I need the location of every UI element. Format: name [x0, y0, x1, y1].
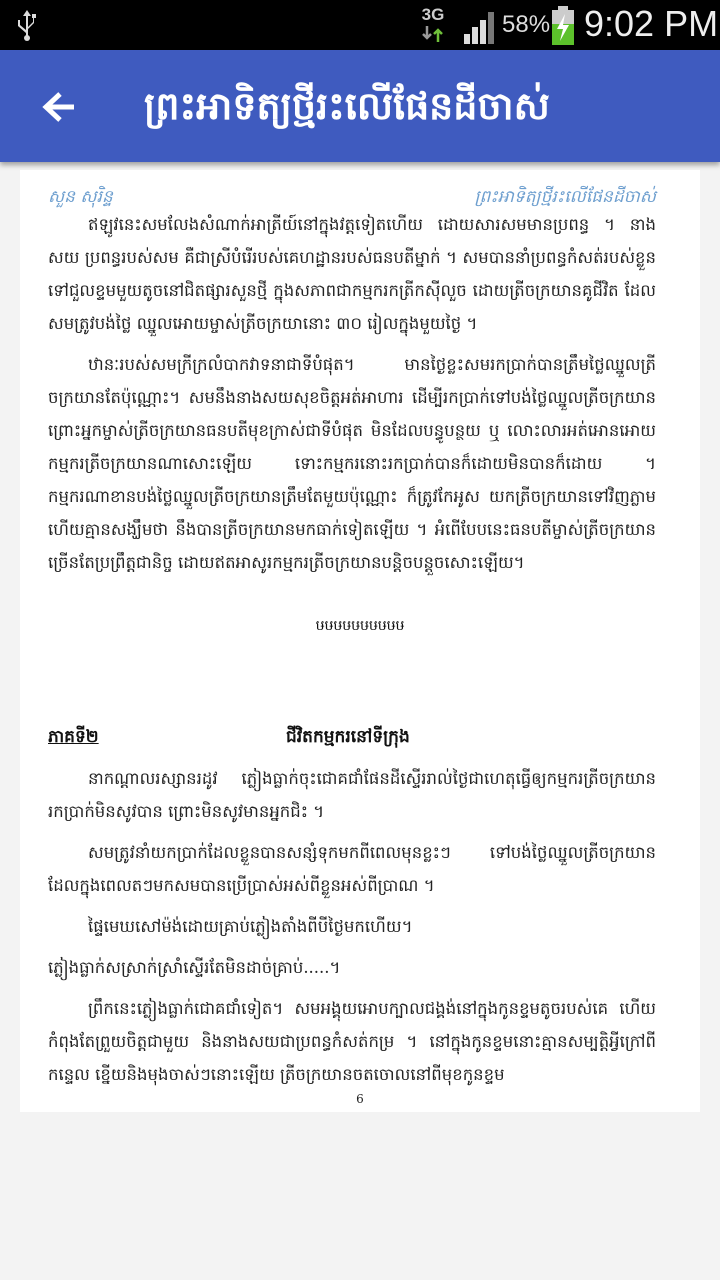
- back-button[interactable]: [30, 86, 80, 128]
- battery-percent: 58%: [502, 11, 551, 38]
- page-number: 6: [356, 1092, 364, 1106]
- paragraph: ផ្ទៃមេឃសៅម៉ង់ដោយគ្រាប់ភ្លៀងតាំងពីបីថ្ងៃមកហើយ។: [88, 917, 413, 936]
- chapter-title: ជីវិតកម្មករនៅទីក្រុង: [286, 727, 410, 747]
- arrow-left-icon: [30, 86, 80, 128]
- paragraph: ឋានៈរបស់សមក្រីក្រលំបាកវាទនាជាទីបំផុត។ មានថ្ងៃខ្លះសមរកប្រាក់បានត្រឹមថ្លៃឈ្នួលត្រីចក្រយានតែប៉ុណ្ណោះ។ សមនឹងនាងសយសុខចិត្តអត់អាហារ ដើម្បីរកប្រាក់ទៅបង់ថ្លៃឈ្នួលត្រីចក្រយាន ព្រោះអ្នកម្ចាស់ត្រីចក្រយានធនបតីមុខក្រាស់ជាទីបំផុត មិនដែលបន្ធូបន្ថយ ឬ លោះលារអត់អោនអោយកម្មករត្រីចក្រយានណាសោះឡើយ ទោះកម្មករនោះរកប្រាក់បានក៏ដោយមិនបានក៏ដោយ ។កម្មករណាខានបង់ថ្លៃឈ្នួលត្រីចក្រយានត្រឹមតែមួយប៉ុណ្ណោះ ក៏ត្រូវកែអូស យកត្រីចក្រយានទៅវិញភ្លាម ហើយគ្មានសង្ឃឹមថា នឹងបានត្រីចក្រយានមកធាក់ទៀតឡើយ ។ អំពើបែបនេះធនបតីម្ចាស់ត្រីចក្រយានច្រើនតែប្រព្រឹត្តជានិច្ច ដោយឥតអាសូរកម្មករត្រីចក្រយានបន្តិចបន្តួចសោះឡើយ។: [48, 355, 656, 572]
- text-block-2: [48, 762, 656, 1099]
- clock: 9:02 PM: [584, 3, 719, 44]
- text-block-1: [48, 208, 656, 587]
- status-bar: [0, 0, 720, 50]
- paragraph: ឥឡូវនេះសមលែងសំណាក់អាត្រីយ៍នៅក្នុងវត្តទៀតហើយ ដោយសារសមមានប្រពន្ធ ។ នាង សយ ប្រពន្ធរបស់សម គឺជាស្រីបំរើរបស់គេហដ្ឋានរបស់ធនបតីម្នាក់ ។ សមបាននាំប្រពន្ធកំសត់របស់ខ្លួន ទៅជួលខ្ទមមួយតូចនៅជិតផ្សារសួនថ្មី ក្នុងសភាពជាកម្មករកត្រីកស៊ីលួច ដោយត្រីចក្រយានគូជីវិត ដែលសមត្រូវបង់ថ្លៃ ឈ្នួលអោយម្ចាស់ត្រីចក្រយានោះ ៣០ រៀលក្នុងមួយថ្ងៃ ។: [48, 215, 656, 333]
- section-separator: ឞឞឞឞឞឞឞឞឞឞ: [315, 618, 405, 634]
- network-type: 3G: [421, 5, 445, 24]
- paragraph: ព្រឹកនេះភ្លៀងធ្លាក់ជោគជាំទៀត។ សមអង្គុយអោបក្បាលជង្គង់នៅក្នុងកូនខ្ទមតូចរបស់គេ ហើយកំពុងតែព្រួយចិត្តជាមួយ និងនាងសយជាប្រពន្ធកំសត់កម្រ ។ នៅក្នុងកូនខ្ទមនោះគ្មានសម្បត្តិអ្វីក្រៅពីកន្ទេល ខ្នើយនិងមុងចាស់ៗនោះឡើយ ត្រីចក្រយានចតចោលនៅពីមុខកូនខ្ទម: [48, 999, 656, 1084]
- chapter-label: ភាគទី២: [48, 727, 99, 747]
- paragraph: នាកណ្តាលរស្សានរដូវ ភ្លៀងធ្លាក់ចុះជោគជាំផែនដីស្ទើររាល់ថ្ងៃជាហេតុធ្វើឲ្យកម្មករត្រីចក្រយាន រកប្រាក់មិនសូវបាន ព្រោះមិនសូវមានអ្នកជិះ ។: [48, 769, 656, 821]
- paragraph: ភ្លៀងធ្លាក់សស្រាក់ស្រាំស្ទើរតែមិនដាច់គ្រាប់.....។: [48, 958, 341, 977]
- page-title: ព្រះអាទិត្យថ្មីរះលើផែនដីចាស់: [144, 84, 550, 128]
- running-head-author: សួន សុរិន្ទ: [48, 187, 113, 207]
- app-bar: [0, 50, 720, 162]
- paragraph: សមត្រូវនាំយកប្រាក់ដែលខ្លួនបានសន្សំទុកមកពីពេលមុនខ្លះៗ ទៅបង់ថ្លៃឈ្នួលត្រីចក្រយាន ដែលក្នុងពេលតៗមកសមបានប្រើប្រាស់អស់ពីខ្លួនអស់ពីប្រាណ ។: [48, 843, 656, 895]
- book-page[interactable]: [20, 170, 700, 1112]
- signal-icon: [462, 10, 498, 48]
- battery-charging-icon: [550, 6, 576, 50]
- usb-icon: [14, 8, 40, 46]
- running-head-title: ព្រះអាទិត្យថ្មីរះលើផែនដីចាស់: [474, 187, 656, 207]
- data-arrows-icon: [422, 24, 444, 48]
